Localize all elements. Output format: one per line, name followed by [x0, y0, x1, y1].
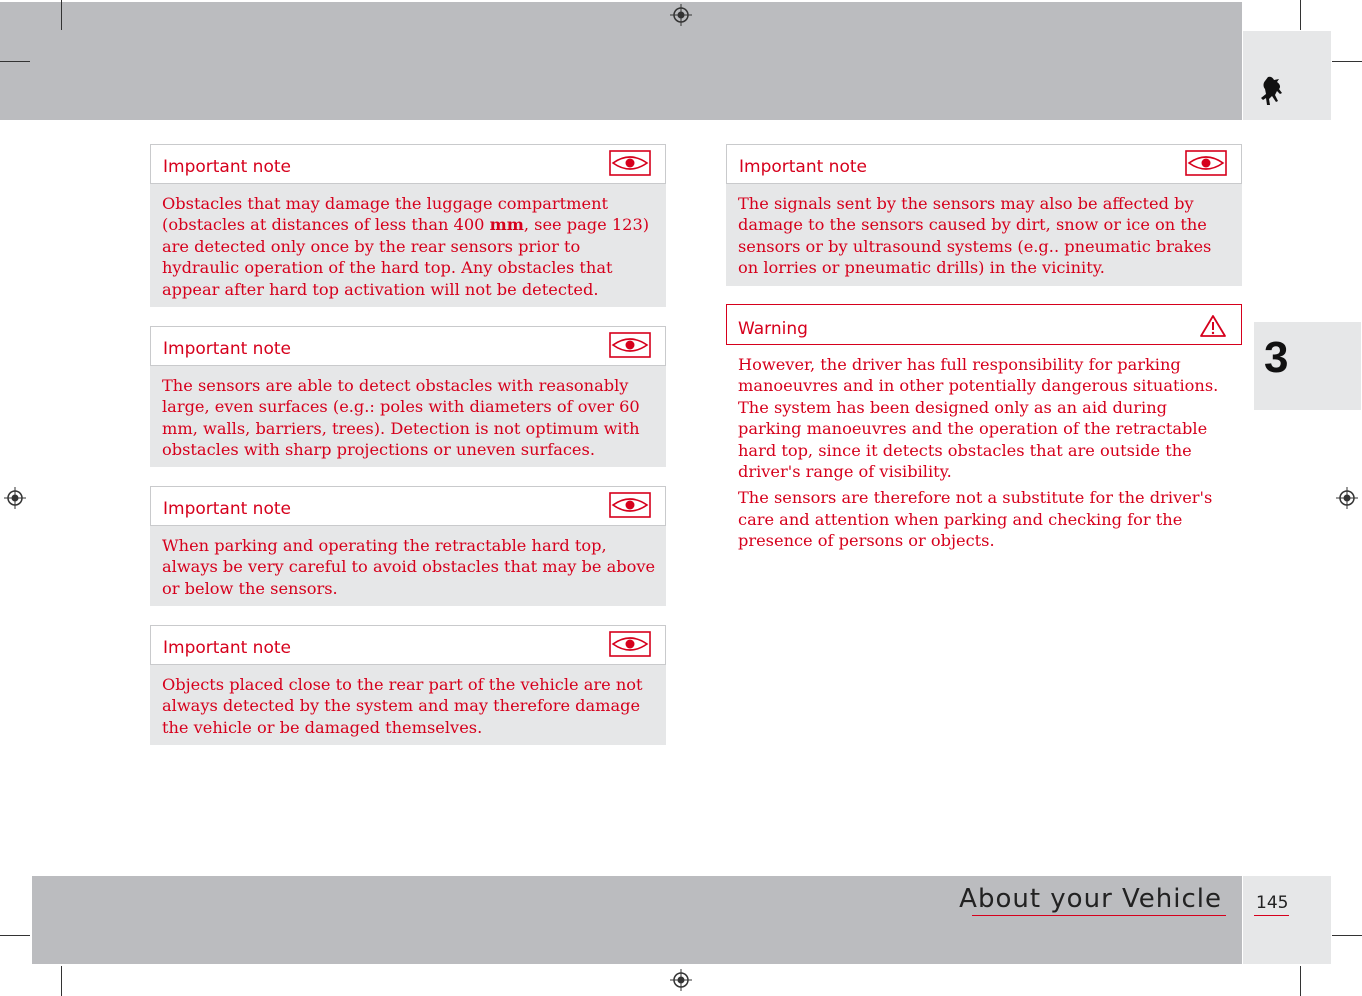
registration-mark-icon — [1336, 487, 1358, 509]
note-title: Important note — [739, 157, 867, 177]
note-body — [162, 193, 656, 300]
crop-mark — [1332, 61, 1362, 62]
crop-mark — [1300, 966, 1301, 996]
eye-icon — [609, 150, 651, 176]
note-body: Objects placed close to the rear part of the vehicle are not always detected by the system and may therefore damage the vehicle or be damaged themselves. — [162, 675, 643, 737]
section-title: About your Vehicle — [959, 884, 1222, 914]
eye-icon — [609, 631, 651, 657]
warning-body — [738, 354, 1228, 552]
note-header — [150, 326, 666, 366]
warning-header — [726, 304, 1242, 345]
logo-box — [1243, 31, 1331, 120]
crop-mark — [0, 61, 30, 62]
chapter-tab — [1254, 322, 1361, 410]
warning-paragraph: However, the driver has full responsibility for parking manoeuvres and in other potentially dangerous situations. The system has been designed only as an aid during parking manoeuvres and the operation of the retractable hard top, since it detects obstacles that are outside the driver's range of visibility. — [738, 355, 1219, 482]
note-title: Important note — [163, 638, 291, 658]
crop-mark — [1300, 0, 1301, 30]
crop-mark — [61, 966, 62, 996]
important-note-box — [150, 625, 666, 745]
warning-triangle-icon — [1199, 314, 1227, 338]
important-note-box — [726, 144, 1242, 286]
note-header — [150, 144, 666, 184]
chapter-number: 3 — [1264, 333, 1289, 382]
section-title-underline — [972, 915, 1226, 916]
crop-mark — [0, 935, 30, 936]
registration-mark-icon — [4, 487, 26, 509]
note-body: The signals sent by the sensors may also be affected by damage to the sensors caused by dirt, snow or ice on the sensors or by ultrasound systems (e.g.. pneumatic brakes on lorries or pneumatic drills) in the vicinity. — [738, 194, 1212, 278]
eye-icon — [1185, 150, 1227, 176]
crop-mark — [1332, 935, 1362, 936]
important-note-box — [150, 144, 666, 307]
page-number: 145 — [1256, 893, 1289, 913]
warning-paragraph: The sensors are therefore not a substitute for the driver's care and attention when parking and checking for the presence of persons or objects. — [738, 488, 1213, 551]
eye-icon — [609, 492, 651, 518]
note-text-bold: mm — [489, 215, 524, 235]
registration-mark-icon — [670, 4, 692, 26]
note-title: Important note — [163, 157, 291, 177]
registration-mark-icon — [670, 969, 692, 991]
note-header — [150, 625, 666, 665]
note-title: Important note — [163, 339, 291, 359]
eye-icon — [609, 332, 651, 358]
note-title: Important note — [163, 499, 291, 519]
page-number-box — [1243, 876, 1331, 964]
important-note-box — [150, 486, 666, 606]
note-header — [726, 144, 1242, 184]
prancing-horse-logo — [1259, 75, 1285, 107]
warning-title: Warning — [738, 319, 808, 339]
header-band — [0, 2, 1242, 120]
note-header — [150, 486, 666, 526]
note-text: Obstacles that may damage the luggage compartment (obstacles at distances of less than 400 — [162, 194, 608, 235]
note-body: The sensors are able to detect obstacles with reasonably large, even surfaces (e.g.: poles with diameters of over 60 mm, walls, barriers, trees). Detection is not optimum with obstacles with sharp projections or uneven surfaces. — [162, 376, 640, 460]
important-note-box — [150, 326, 666, 467]
page-number-underline — [1254, 915, 1289, 916]
note-body: When parking and operating the retractable hard top, always be very careful to avoid obstacles that may be above or below the sensors. — [162, 536, 656, 598]
crop-mark — [61, 0, 62, 30]
note-text: , see page 123) are detected only once by the rear sensors prior to hydraulic operation of the hard top. Any obstacles that appear after hard top activation will not be detected. — [162, 215, 650, 299]
